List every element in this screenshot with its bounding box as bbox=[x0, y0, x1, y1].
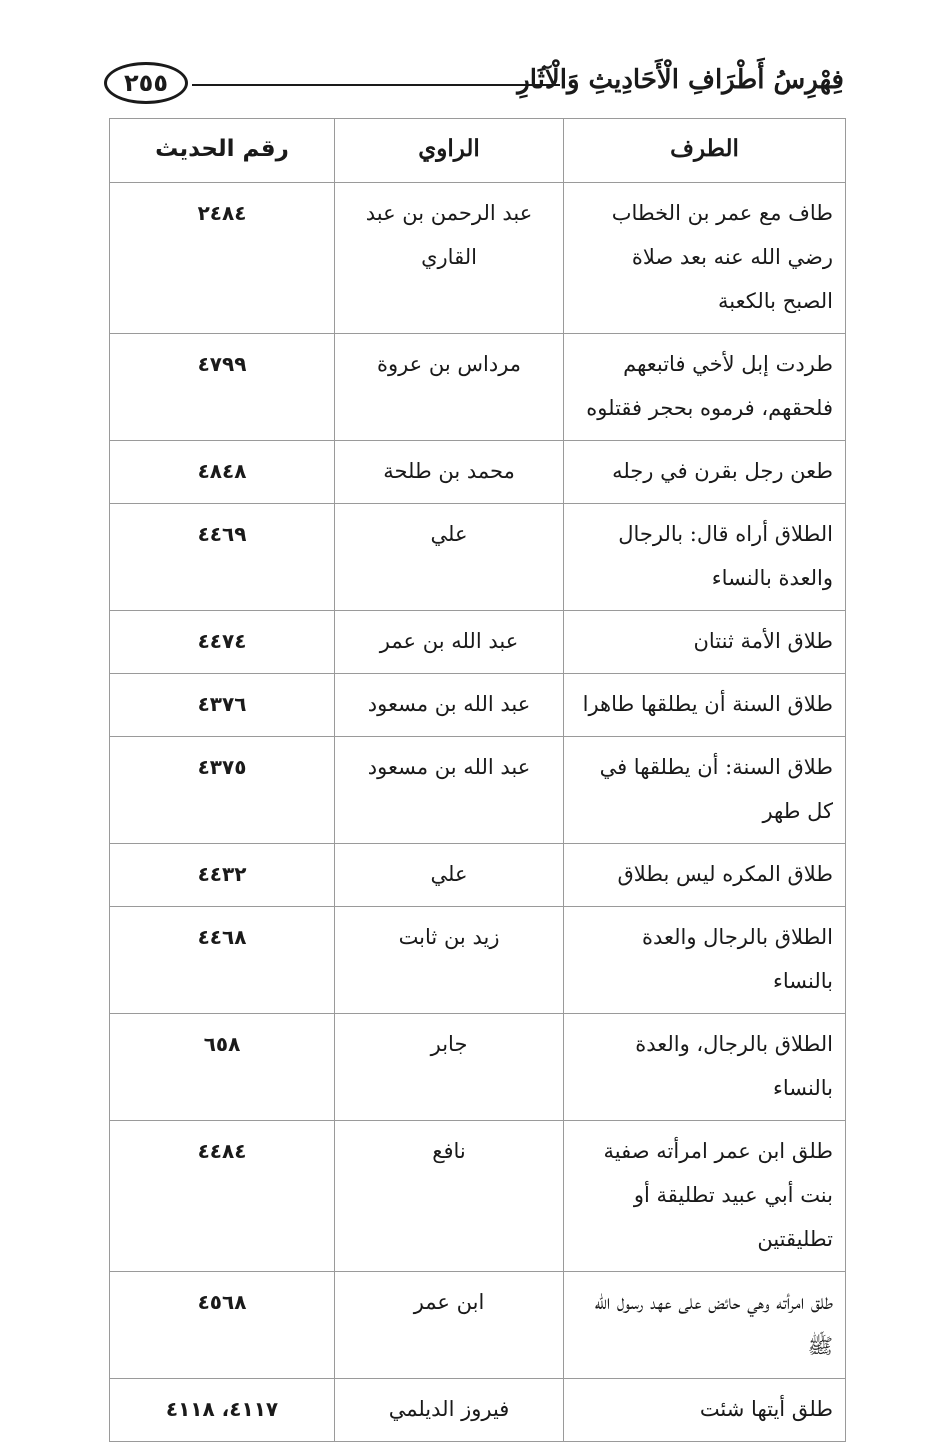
cell-tarf: طلاق الأمة ثنتان bbox=[564, 611, 846, 674]
cell-tarf: الطلاق بالرجال، والعدة بالنساء bbox=[564, 1014, 846, 1121]
cell-number: ٤٤٨٤ bbox=[110, 1121, 335, 1272]
cell-tarf: طلق أيتها شئت bbox=[564, 1379, 846, 1442]
cell-tarf: طلق امرأته وهي حائض على عهد رسول الله ﷺ bbox=[564, 1272, 846, 1379]
cell-tarf: طلاق المكره ليس بطلاق bbox=[564, 844, 846, 907]
table-row bbox=[110, 844, 846, 907]
cell-tarf: طعن رجل بقرن في رجله bbox=[564, 441, 846, 504]
cell-rawi: ابن عمر bbox=[335, 1272, 564, 1379]
cell-rawi: عبد الله بن مسعود bbox=[335, 674, 564, 737]
table-header-row bbox=[110, 119, 846, 183]
table-row bbox=[110, 441, 846, 504]
cell-rawi: جابر bbox=[335, 1014, 564, 1121]
cell-number: ٤٥٦٨ bbox=[110, 1272, 335, 1379]
cell-rawi: فيروز الديلمي bbox=[335, 1379, 564, 1442]
cell-number: ٦٥٨ bbox=[110, 1014, 335, 1121]
cell-tarf: طلق ابن عمر امرأته صفية بنت أبي عبيد تطليقة أو تطليقتين bbox=[564, 1121, 846, 1272]
page-title: فِهْرِسُ أَطْرَافِ الْأَحَادِيثِ وَالْآثَارِ bbox=[517, 65, 844, 95]
column-header-tarf: الطرف bbox=[564, 119, 846, 183]
table-row bbox=[110, 1272, 846, 1379]
cell-rawi: علي bbox=[335, 844, 564, 907]
cell-number: ٤٨٤٨ bbox=[110, 441, 335, 504]
cell-number: ٢٤٨٤ bbox=[110, 183, 335, 334]
cell-rawi: عبد الله بن عمر bbox=[335, 611, 564, 674]
cell-tarf: الطلاق بالرجال والعدة بالنساء bbox=[564, 907, 846, 1014]
cell-number: ٤٤٦٩ bbox=[110, 504, 335, 611]
page-number: ٢٥٥ bbox=[104, 62, 188, 104]
cell-tarf: طلاق السنة أن يطلقها طاهرا bbox=[564, 674, 846, 737]
cell-rawi: علي bbox=[335, 504, 564, 611]
cell-tarf: الطلاق أراه قال: بالرجال والعدة بالنساء bbox=[564, 504, 846, 611]
cell-rawi: مرداس بن عروة bbox=[335, 334, 564, 441]
page-header bbox=[100, 62, 850, 108]
hadith-index-table bbox=[109, 118, 846, 1442]
column-header-number: رقم الحديث bbox=[110, 119, 335, 183]
cell-rawi: عبد الرحمن بن عبد القاري bbox=[335, 183, 564, 334]
table-row bbox=[110, 1014, 846, 1121]
cell-number: ٤١١٧، ٤١١٨ bbox=[110, 1379, 335, 1442]
cell-tarf: طاف مع عمر بن الخطاب رضي الله عنه بعد صلاة الصبح بالكعبة bbox=[564, 183, 846, 334]
cell-tarf: طردت إبل لأخي فاتبعهم فلحقهم، فرموه بحجر فقتلوه bbox=[564, 334, 846, 441]
cell-number: ٤٤٦٨ bbox=[110, 907, 335, 1014]
cell-rawi: نافع bbox=[335, 1121, 564, 1272]
cell-number: ٤٧٩٩ bbox=[110, 334, 335, 441]
table-row bbox=[110, 1121, 846, 1272]
cell-rawi: محمد بن طلحة bbox=[335, 441, 564, 504]
cell-number: ٤٤٣٢ bbox=[110, 844, 335, 907]
table-row bbox=[110, 674, 846, 737]
cell-number: ٤٣٧٦ bbox=[110, 674, 335, 737]
table-row bbox=[110, 504, 846, 611]
column-header-rawi: الراوي bbox=[335, 119, 564, 183]
table-row bbox=[110, 907, 846, 1014]
table-row bbox=[110, 611, 846, 674]
cell-tarf: طلاق السنة: أن يطلقها في كل طهر bbox=[564, 737, 846, 844]
table-row bbox=[110, 737, 846, 844]
cell-rawi: زيد بن ثابت bbox=[335, 907, 564, 1014]
cell-number: ٤٣٧٥ bbox=[110, 737, 335, 844]
table-row bbox=[110, 183, 846, 334]
cell-rawi: عبد الله بن مسعود bbox=[335, 737, 564, 844]
table-row bbox=[110, 334, 846, 441]
cell-number: ٤٤٧٤ bbox=[110, 611, 335, 674]
header-rule bbox=[192, 84, 560, 86]
table-row bbox=[110, 1379, 846, 1442]
